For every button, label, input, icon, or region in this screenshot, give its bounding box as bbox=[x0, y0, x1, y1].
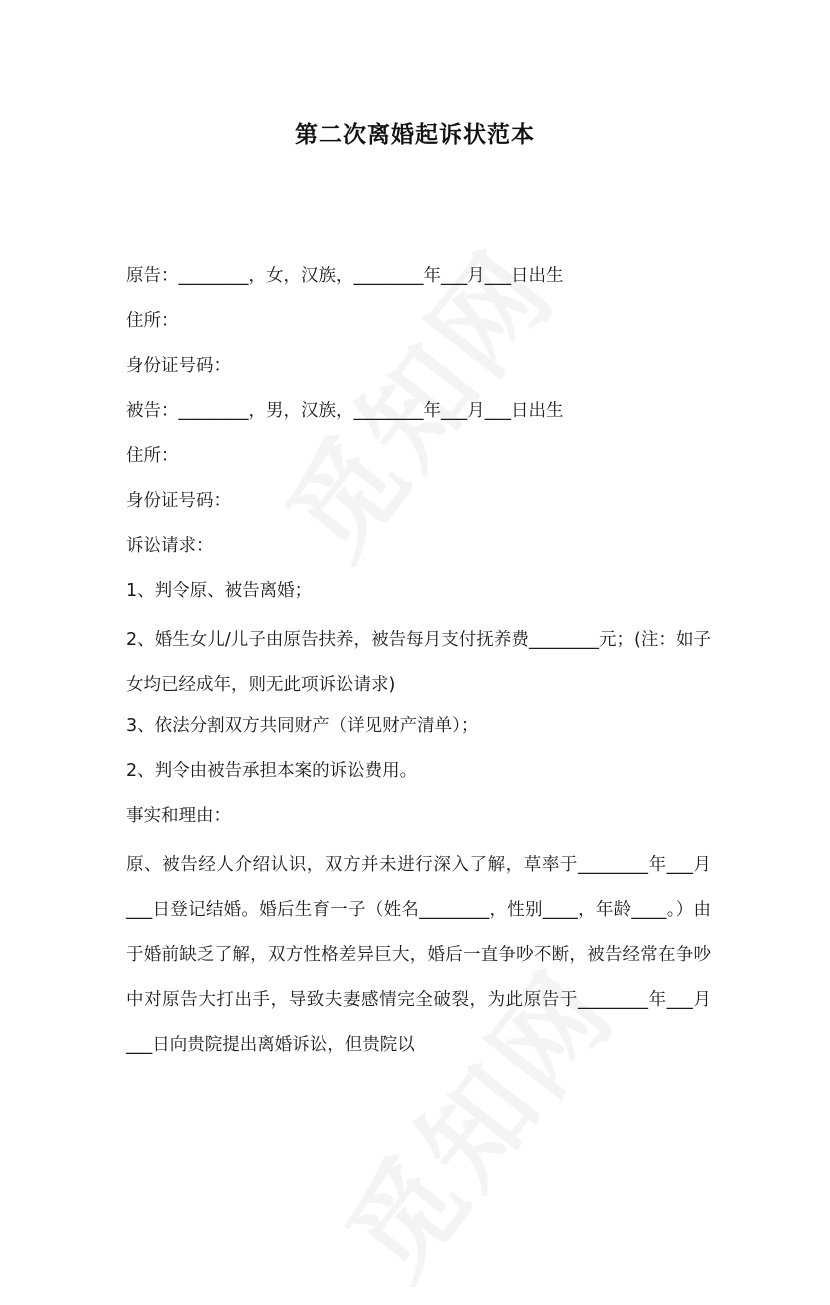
defendant-info-line: 被告：________，男，汉族，________年___月___日出生 bbox=[126, 401, 564, 421]
claims-heading: 诉讼请求： bbox=[126, 536, 214, 556]
facts-heading: 事实和理由： bbox=[126, 806, 231, 826]
page-title: 第二次离婚起诉状范本 bbox=[295, 122, 535, 148]
document-body bbox=[126, 258, 711, 1068]
plaintiff-address-line: 住所： bbox=[126, 311, 179, 331]
plaintiff-id-line: 身份证号码： bbox=[126, 356, 231, 376]
defendant-id-line: 身份证号码： bbox=[126, 491, 231, 511]
facts-paragraph: 原、被告经人介绍认识，双方并未进行深入了解，草率于________年___月___日登记结婚。婚后生育一子（姓名________，性别____，年龄____。）由于婚前缺乏了解，双方性格差异巨大，婚后一直争吵不断，被告经常在争吵中对原告大打出手，导致夫妻感情完全破裂，为此原告于________年___月___日向贵院提出离婚诉讼，但贵院以 bbox=[126, 855, 711, 1055]
defendant-address-line: 住所： bbox=[126, 446, 179, 466]
claim-property: 3、依法分割双方共同财产（详见财产清单）； bbox=[126, 716, 479, 736]
claim-custody: 2、婚生女儿/儿子由原告扶养，被告每月支付抚养费________元；(注：如子女均已经成年，则无此项诉讼请求) bbox=[126, 630, 711, 695]
plaintiff-info-line: 原告：________，女，汉族，________年___月___日出生 bbox=[126, 266, 564, 286]
claim-costs: 2、判令由被告承担本案的诉讼费用。 bbox=[126, 761, 418, 781]
claim-divorce: 1、判令原、被告离婚； bbox=[126, 581, 313, 601]
